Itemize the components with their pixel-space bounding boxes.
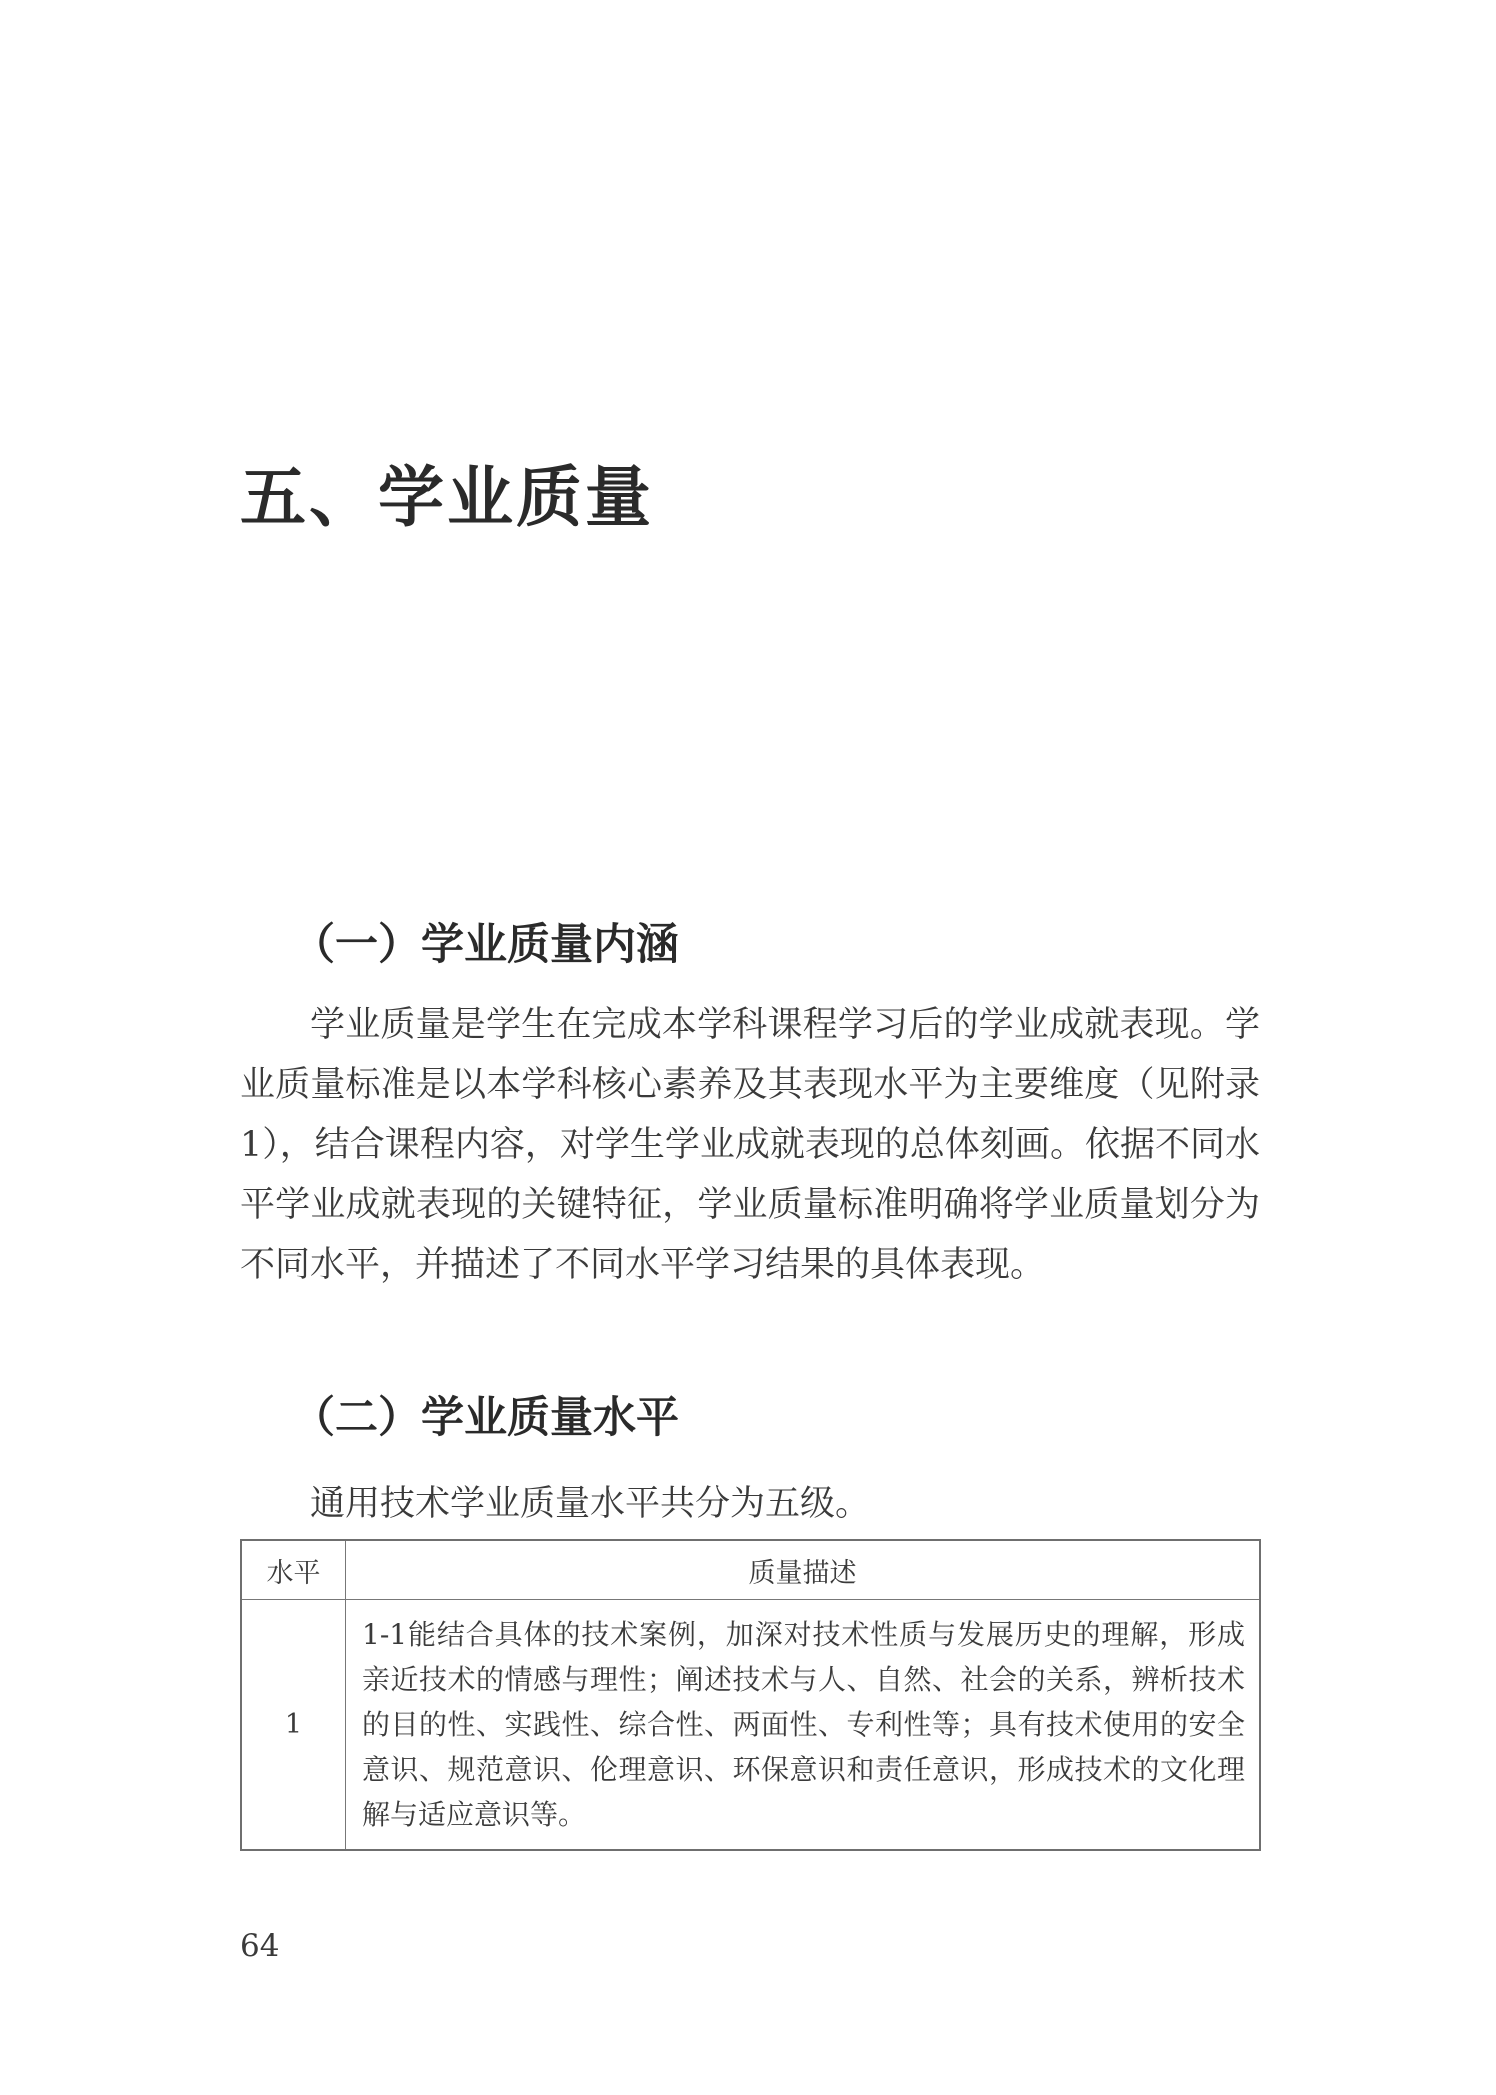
section-heading-levels: （二）学业质量水平 [292,1393,679,1443]
chapter-title: 五、学业质量 [240,458,654,536]
section-intro-levels: 通用技术学业质量水平共分为五级。 [310,1484,871,1524]
table-row [241,1600,1260,1851]
section-paragraph-connotation: 学业质量是学生在完成本学科课程学习后的学业成就表现。学业质量标准是以本学科核心素养及其表现水平为主要维度（见附录1），结合课程内容，对学生学业成就表现的总体刻画。依据不同水平学业成就表现的关键特征，学业质量标准明确将学业质量划分为不同水平，并描述了不同水平学习结果的具体表现。 [240,1005,1260,1285]
section-heading-connotation: （一）学业质量内涵 [292,920,679,970]
table-header-description: 质量描述 [346,1540,1261,1600]
table-header-row [241,1540,1260,1600]
table-header-level: 水平 [241,1540,346,1600]
page-number: 64 [240,1928,280,1964]
quality-level-table [240,1539,1261,1851]
table-cell-description: 1-1能结合具体的技术案例，加深对技术性质与发展历史的理解，形成亲近技术的情感与理性；阐述技术与人、自然、社会的关系，辨析技术的目的性、实践性、综合性、两面性、专利性等；具有技术使用的安全意识、规范意识、伦理意识、环保意识和责任意识，形成技术的文化理解与适应意识等。 [346,1600,1261,1851]
table-cell-level: 1 [241,1600,346,1851]
